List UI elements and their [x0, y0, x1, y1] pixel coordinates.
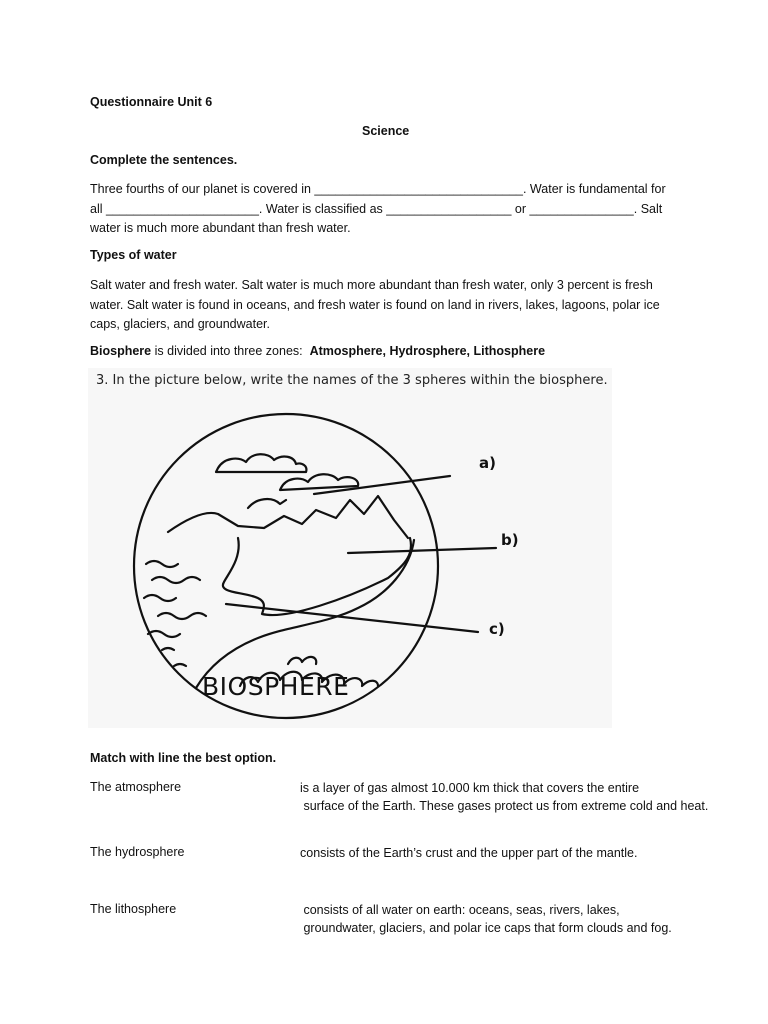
match-left-hydrosphere: The hydrosphere — [90, 845, 185, 859]
complete-heading: Complete the sentences. — [90, 153, 238, 167]
wave — [148, 631, 180, 637]
biosphere-text: is divided into three zones: — [151, 344, 310, 358]
land-boundary — [196, 540, 414, 688]
match-right-1 — [300, 779, 708, 815]
subject-title: Science — [362, 124, 410, 138]
match-right-2-line-1: consists of the Earth’s crust and the upper part of the mantle. — [300, 846, 638, 860]
pointer-line-c — [226, 604, 478, 632]
types-line-1: Salt water and fresh water. Salt water is much more abundant than fresh water, only 3 percent is fresh — [90, 278, 653, 292]
pointer-line-b — [348, 548, 496, 553]
match-right-2 — [300, 844, 637, 862]
coastline — [223, 538, 411, 615]
complete-line-3: water is much more abundant than fresh water. — [90, 221, 351, 235]
cloud-center — [280, 474, 358, 490]
label-b: b) — [501, 531, 519, 549]
match-left-atmosphere: The atmosphere — [90, 780, 182, 794]
cloud-wisp — [248, 499, 286, 508]
mountains — [168, 496, 408, 538]
questionnaire-title: Questionnaire Unit 6 — [90, 95, 213, 109]
complete-line-2: all ______________________. Water is classified as __________________ or _______________. Salt — [90, 201, 663, 216]
figure-question: 3. In the picture below, write the names of the 3 spheres within the biosphere. — [96, 373, 608, 388]
biosphere-figure — [88, 368, 612, 728]
wave — [152, 577, 200, 583]
wave — [146, 561, 178, 567]
types-heading: Types of water — [90, 248, 177, 262]
types-line-2: water. Salt water is found in oceans, and fresh water is found on land in rivers, lakes, lagoons, polar ice — [90, 297, 660, 312]
match-right-3 — [300, 901, 672, 937]
match-heading: Match with line the best option. — [90, 751, 277, 765]
biosphere-word: Biosphere — [90, 344, 152, 358]
biosphere-drawing — [88, 368, 612, 728]
wave — [162, 648, 174, 650]
match-right-3-line-2: groundwater, glaciers, and polar ice caps that form clouds and fog. — [300, 921, 672, 935]
types-paragraph — [90, 276, 680, 335]
complete-line-1: Three fourths of our planet is covered in ______________________________. Water is fundamental for — [90, 182, 666, 196]
pointer-line-a — [314, 476, 450, 494]
label-c: c) — [489, 620, 505, 638]
biosphere-sentence — [90, 344, 545, 358]
wave — [158, 613, 206, 619]
match-right-3-line-1: consists of all water on earth: oceans, seas, rivers, lakes, — [300, 903, 620, 917]
label-a: a) — [479, 454, 496, 472]
biosphere-zones: Atmosphere, Hydrosphere, Lithosphere — [309, 344, 546, 358]
match-left-lithosphere: The lithosphere — [90, 902, 177, 916]
cloud-left — [216, 454, 306, 472]
wave — [144, 595, 176, 601]
types-line-3: caps, glaciers, and groundwater. — [90, 317, 270, 331]
wave — [174, 664, 186, 666]
vegetation-2 — [288, 657, 316, 664]
match-right-1-line-2: surface of the Earth. These gases protect us from extreme cold and heat. — [300, 799, 709, 813]
match-right-1-line-1: is a layer of gas almost 10.000 km thick that covers the entire — [300, 781, 640, 795]
complete-paragraph — [90, 180, 680, 239]
globe-label: BIOSPHERE — [202, 672, 350, 701]
